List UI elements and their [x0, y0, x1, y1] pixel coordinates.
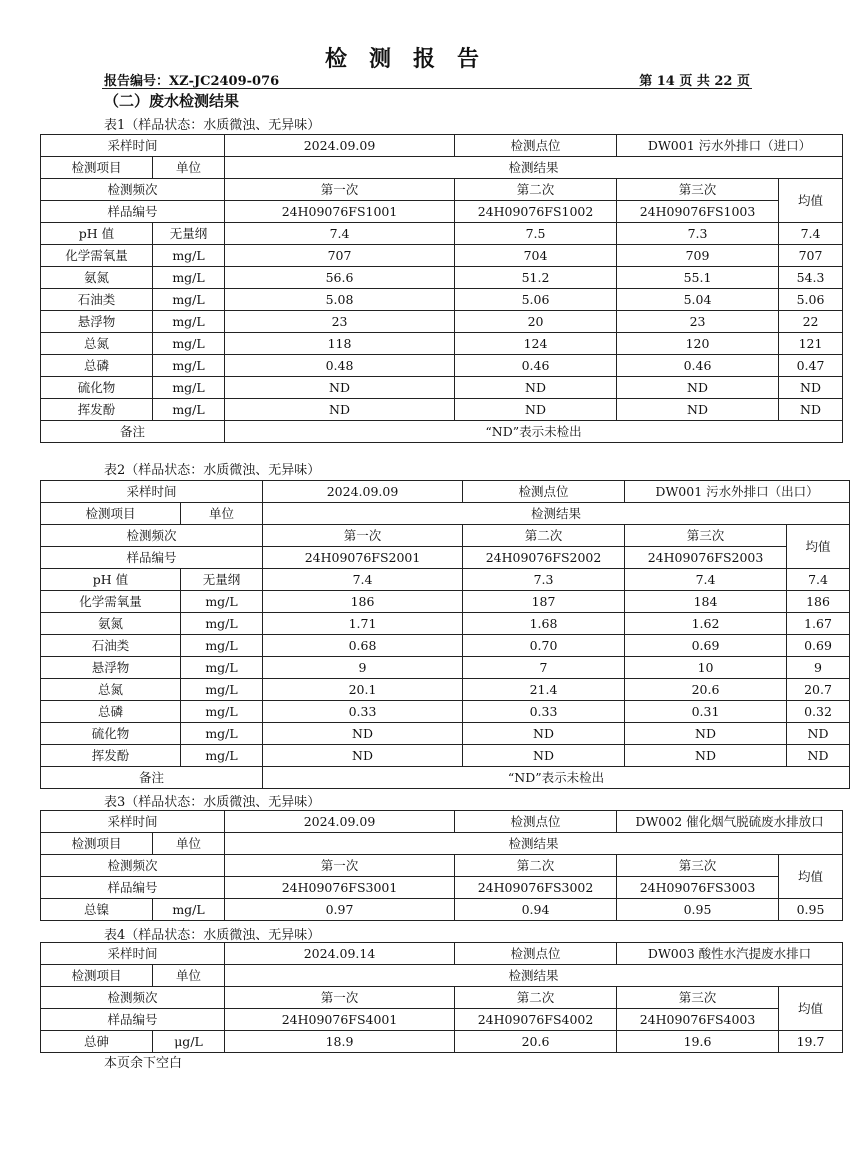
frequency-label: 检测频次	[41, 987, 225, 1009]
sample-number-1: 24H09076FS1001	[225, 201, 455, 223]
table-row	[41, 311, 843, 333]
unit-label: 单位	[181, 503, 263, 525]
item-name: 石油类	[41, 635, 181, 657]
item-name: pH 值	[41, 223, 153, 245]
average-value: 186	[787, 591, 850, 613]
unit-value: mg/L	[153, 289, 225, 311]
frequency-3: 第三次	[617, 855, 779, 877]
average-value: 0.32	[787, 701, 850, 723]
item-name: 总氮	[41, 679, 181, 701]
table-row	[41, 399, 843, 421]
result-value: 0.33	[463, 701, 625, 723]
average-value: 1.67	[787, 613, 850, 635]
frequency-label: 检测频次	[41, 179, 225, 201]
remark-value: “ND”表示未检出	[263, 767, 850, 789]
result-value: 118	[225, 333, 455, 355]
result-value: ND	[225, 377, 455, 399]
unit-value: mg/L	[181, 657, 263, 679]
sample-number-1: 24H09076FS3001	[225, 877, 455, 899]
table-row	[41, 355, 843, 377]
result-value: 709	[617, 245, 779, 267]
unit-value: mg/L	[181, 745, 263, 767]
result-value: 1.68	[463, 613, 625, 635]
sample-number-2: 24H09076FS2002	[463, 547, 625, 569]
result-value: 120	[617, 333, 779, 355]
average-value: 0.95	[779, 899, 843, 921]
average-value: 121	[779, 333, 843, 355]
point-label: 检测点位	[455, 943, 617, 965]
result-value: 1.71	[263, 613, 463, 635]
table-row	[41, 723, 850, 745]
average-value: 7.4	[787, 569, 850, 591]
table-row	[41, 899, 843, 921]
unit-value: mg/L	[181, 635, 263, 657]
unit-value: 无量纲	[181, 569, 263, 591]
frequency-label: 检测频次	[41, 525, 263, 547]
unit-label: 单位	[153, 833, 225, 855]
result-value: 0.33	[263, 701, 463, 723]
item-name: 悬浮物	[41, 311, 153, 333]
result-value: 187	[463, 591, 625, 613]
sample-number-label: 样品编号	[41, 547, 263, 569]
unit-value: μg/L	[153, 1031, 225, 1053]
header-rule	[102, 88, 752, 89]
sampling-date: 2024.09.09	[263, 481, 463, 503]
result-label: 检测结果	[225, 833, 843, 855]
table2	[40, 480, 850, 789]
sample-number-2: 24H09076FS3002	[455, 877, 617, 899]
remark-row	[41, 767, 850, 789]
unit-value: 无量纲	[153, 223, 225, 245]
page-info: 第 14 页 共 22 页	[639, 74, 750, 89]
result-value: 7.5	[455, 223, 617, 245]
item-name: 总磷	[41, 355, 153, 377]
result-value: ND	[455, 399, 617, 421]
sampling-date: 2024.09.09	[225, 135, 455, 157]
average-label: 均值	[779, 855, 843, 899]
item-name: 氨氮	[41, 613, 181, 635]
result-value: ND	[263, 723, 463, 745]
average-label: 均值	[787, 525, 850, 569]
sample-number-row	[41, 877, 843, 899]
point-label: 检测点位	[463, 481, 625, 503]
table-row	[41, 657, 850, 679]
result-value: 0.68	[263, 635, 463, 657]
frequency-row	[41, 855, 843, 877]
result-value: 7.4	[225, 223, 455, 245]
frequency-3: 第三次	[617, 987, 779, 1009]
point-value: DW003 酸性水汽提废水排口	[617, 943, 843, 965]
unit-value: mg/L	[181, 613, 263, 635]
unit-value: mg/L	[153, 311, 225, 333]
sampling-time-label: 采样时间	[41, 943, 225, 965]
unit-value: mg/L	[181, 723, 263, 745]
unit-value: mg/L	[153, 267, 225, 289]
sample-number-2: 24H09076FS1002	[455, 201, 617, 223]
result-value: ND	[617, 399, 779, 421]
item-header-row	[41, 965, 843, 987]
table-row	[41, 267, 843, 289]
remark-label: 备注	[41, 421, 225, 443]
unit-value: mg/L	[153, 377, 225, 399]
sampling-time-label: 采样时间	[41, 135, 225, 157]
table-row	[41, 1031, 843, 1053]
table-row	[41, 613, 850, 635]
table4	[40, 942, 843, 1053]
sampling-time-label: 采样时间	[41, 481, 263, 503]
table-row	[41, 701, 850, 723]
result-value: 184	[625, 591, 787, 613]
result-label: 检测结果	[225, 157, 843, 179]
table-row	[41, 223, 843, 245]
sampling-row	[41, 943, 843, 965]
item-name: 总砷	[41, 1031, 153, 1053]
result-value: 7.4	[263, 569, 463, 591]
sampling-row	[41, 811, 843, 833]
sample-number-2: 24H09076FS4002	[455, 1009, 617, 1031]
result-value: 5.04	[617, 289, 779, 311]
frequency-3: 第三次	[617, 179, 779, 201]
sample-number-label: 样品编号	[41, 1009, 225, 1031]
frequency-row	[41, 179, 843, 201]
item-label: 检测项目	[41, 157, 153, 179]
item-name: 氨氮	[41, 267, 153, 289]
item-name: 总磷	[41, 701, 181, 723]
result-value: 20.1	[263, 679, 463, 701]
sample-number-row	[41, 201, 843, 223]
result-value: ND	[625, 723, 787, 745]
table-row	[41, 635, 850, 657]
average-value: ND	[779, 399, 843, 421]
blank-remainder-note: 本页余下空白	[104, 1056, 183, 1071]
table3	[40, 810, 843, 921]
result-value: 19.6	[617, 1031, 779, 1053]
average-label: 均值	[779, 179, 843, 223]
table-row	[41, 289, 843, 311]
sampling-row	[41, 481, 850, 503]
result-label: 检测结果	[263, 503, 850, 525]
item-label: 检测项目	[41, 965, 153, 987]
average-value: 54.3	[779, 267, 843, 289]
sample-number-row	[41, 547, 850, 569]
average-value: 9	[787, 657, 850, 679]
sample-number-3: 24H09076FS3003	[617, 877, 779, 899]
result-value: 9	[263, 657, 463, 679]
result-value: 124	[455, 333, 617, 355]
table-row	[41, 377, 843, 399]
result-value: 7.3	[617, 223, 779, 245]
average-label: 均值	[779, 987, 843, 1031]
average-value: 0.69	[787, 635, 850, 657]
section-title: （二）废水检测结果	[104, 92, 240, 110]
result-value: 20.6	[625, 679, 787, 701]
result-label: 检测结果	[225, 965, 843, 987]
average-value: ND	[787, 723, 850, 745]
average-value: 0.47	[779, 355, 843, 377]
sample-number-1: 24H09076FS4001	[225, 1009, 455, 1031]
unit-label: 单位	[153, 965, 225, 987]
result-value: 0.46	[455, 355, 617, 377]
table4-caption: 表4（样品状态：水质微浊、无异味）	[104, 928, 321, 943]
table-row	[41, 591, 850, 613]
item-name: pH 值	[41, 569, 181, 591]
table-row	[41, 569, 850, 591]
remark-value: “ND”表示未检出	[225, 421, 843, 443]
table2-caption: 表2（样品状态：水质微浊、无异味）	[104, 463, 321, 478]
unit-value: mg/L	[181, 679, 263, 701]
result-value: 186	[263, 591, 463, 613]
item-name: 挥发酚	[41, 745, 181, 767]
sampling-date: 2024.09.09	[225, 811, 455, 833]
sampling-date: 2024.09.14	[225, 943, 455, 965]
point-value: DW001 污水外排口（出口）	[625, 481, 850, 503]
sample-number-label: 样品编号	[41, 201, 225, 223]
item-name: 石油类	[41, 289, 153, 311]
frequency-2: 第二次	[455, 855, 617, 877]
report-number: 报告编号：XZ-JC2409-076	[104, 74, 280, 89]
result-value: 10	[625, 657, 787, 679]
result-value: 20.6	[455, 1031, 617, 1053]
sample-number-label: 样品编号	[41, 877, 225, 899]
table3-caption: 表3（样品状态：水质微浊、无异味）	[104, 795, 321, 810]
unit-value: mg/L	[153, 399, 225, 421]
result-value: 23	[617, 311, 779, 333]
item-label: 检测项目	[41, 833, 153, 855]
result-value: 20	[455, 311, 617, 333]
result-value: 51.2	[455, 267, 617, 289]
point-value: DW001 污水外排口（进口）	[617, 135, 843, 157]
result-value: 7.3	[463, 569, 625, 591]
result-value: 0.94	[455, 899, 617, 921]
table-row	[41, 333, 843, 355]
result-value: 0.31	[625, 701, 787, 723]
frequency-1: 第一次	[263, 525, 463, 547]
item-name: 硫化物	[41, 723, 181, 745]
result-value: ND	[455, 377, 617, 399]
result-value: 704	[455, 245, 617, 267]
average-value: 20.7	[787, 679, 850, 701]
frequency-2: 第二次	[463, 525, 625, 547]
result-value: 0.48	[225, 355, 455, 377]
unit-label: 单位	[153, 157, 225, 179]
result-value: ND	[617, 377, 779, 399]
sampling-time-label: 采样时间	[41, 811, 225, 833]
result-value: 7.4	[625, 569, 787, 591]
frequency-2: 第二次	[455, 179, 617, 201]
point-label: 检测点位	[455, 811, 617, 833]
result-value: 0.69	[625, 635, 787, 657]
result-value: 55.1	[617, 267, 779, 289]
result-value: 18.9	[225, 1031, 455, 1053]
frequency-2: 第二次	[455, 987, 617, 1009]
item-header-row	[41, 833, 843, 855]
table1	[40, 134, 843, 443]
result-value: 7	[463, 657, 625, 679]
remark-row	[41, 421, 843, 443]
frequency-label: 检测频次	[41, 855, 225, 877]
average-value: ND	[787, 745, 850, 767]
result-value: 21.4	[463, 679, 625, 701]
result-value: ND	[625, 745, 787, 767]
point-label: 检测点位	[455, 135, 617, 157]
sampling-row	[41, 135, 843, 157]
result-value: 5.08	[225, 289, 455, 311]
frequency-1: 第一次	[225, 987, 455, 1009]
average-value: 7.4	[779, 223, 843, 245]
table-row	[41, 679, 850, 701]
item-name: 总镍	[41, 899, 153, 921]
report-title: 检测报告	[324, 46, 501, 72]
result-value: 0.70	[463, 635, 625, 657]
frequency-row	[41, 525, 850, 547]
result-value: 707	[225, 245, 455, 267]
average-value: 22	[779, 311, 843, 333]
item-name: 化学需氧量	[41, 245, 153, 267]
result-value: 0.95	[617, 899, 779, 921]
point-value: DW002 催化烟气脱硫废水排放口	[617, 811, 843, 833]
result-value: 1.62	[625, 613, 787, 635]
result-value: 0.46	[617, 355, 779, 377]
sample-number-3: 24H09076FS4003	[617, 1009, 779, 1031]
sample-number-1: 24H09076FS2001	[263, 547, 463, 569]
item-name: 总氮	[41, 333, 153, 355]
average-value: 707	[779, 245, 843, 267]
unit-value: mg/L	[153, 245, 225, 267]
item-header-row	[41, 503, 850, 525]
unit-value: mg/L	[181, 591, 263, 613]
unit-value: mg/L	[153, 355, 225, 377]
result-value: 56.6	[225, 267, 455, 289]
item-name: 挥发酚	[41, 399, 153, 421]
item-name: 硫化物	[41, 377, 153, 399]
table-row	[41, 245, 843, 267]
result-value: 0.97	[225, 899, 455, 921]
sample-number-3: 24H09076FS1003	[617, 201, 779, 223]
frequency-1: 第一次	[225, 179, 455, 201]
table1-caption: 表1（样品状态：水质微浊、无异味）	[104, 118, 321, 133]
item-name: 悬浮物	[41, 657, 181, 679]
result-value: ND	[225, 399, 455, 421]
average-value: 19.7	[779, 1031, 843, 1053]
result-value: ND	[463, 723, 625, 745]
frequency-1: 第一次	[225, 855, 455, 877]
frequency-row	[41, 987, 843, 1009]
item-label: 检测项目	[41, 503, 181, 525]
unit-value: mg/L	[153, 899, 225, 921]
item-header-row	[41, 157, 843, 179]
remark-label: 备注	[41, 767, 263, 789]
table-row	[41, 745, 850, 767]
result-value: ND	[263, 745, 463, 767]
sample-number-row	[41, 1009, 843, 1031]
sample-number-3: 24H09076FS2003	[625, 547, 787, 569]
average-value: ND	[779, 377, 843, 399]
average-value: 5.06	[779, 289, 843, 311]
frequency-3: 第三次	[625, 525, 787, 547]
result-value: 23	[225, 311, 455, 333]
result-value: ND	[463, 745, 625, 767]
unit-value: mg/L	[181, 701, 263, 723]
result-value: 5.06	[455, 289, 617, 311]
item-name: 化学需氧量	[41, 591, 181, 613]
unit-value: mg/L	[153, 333, 225, 355]
